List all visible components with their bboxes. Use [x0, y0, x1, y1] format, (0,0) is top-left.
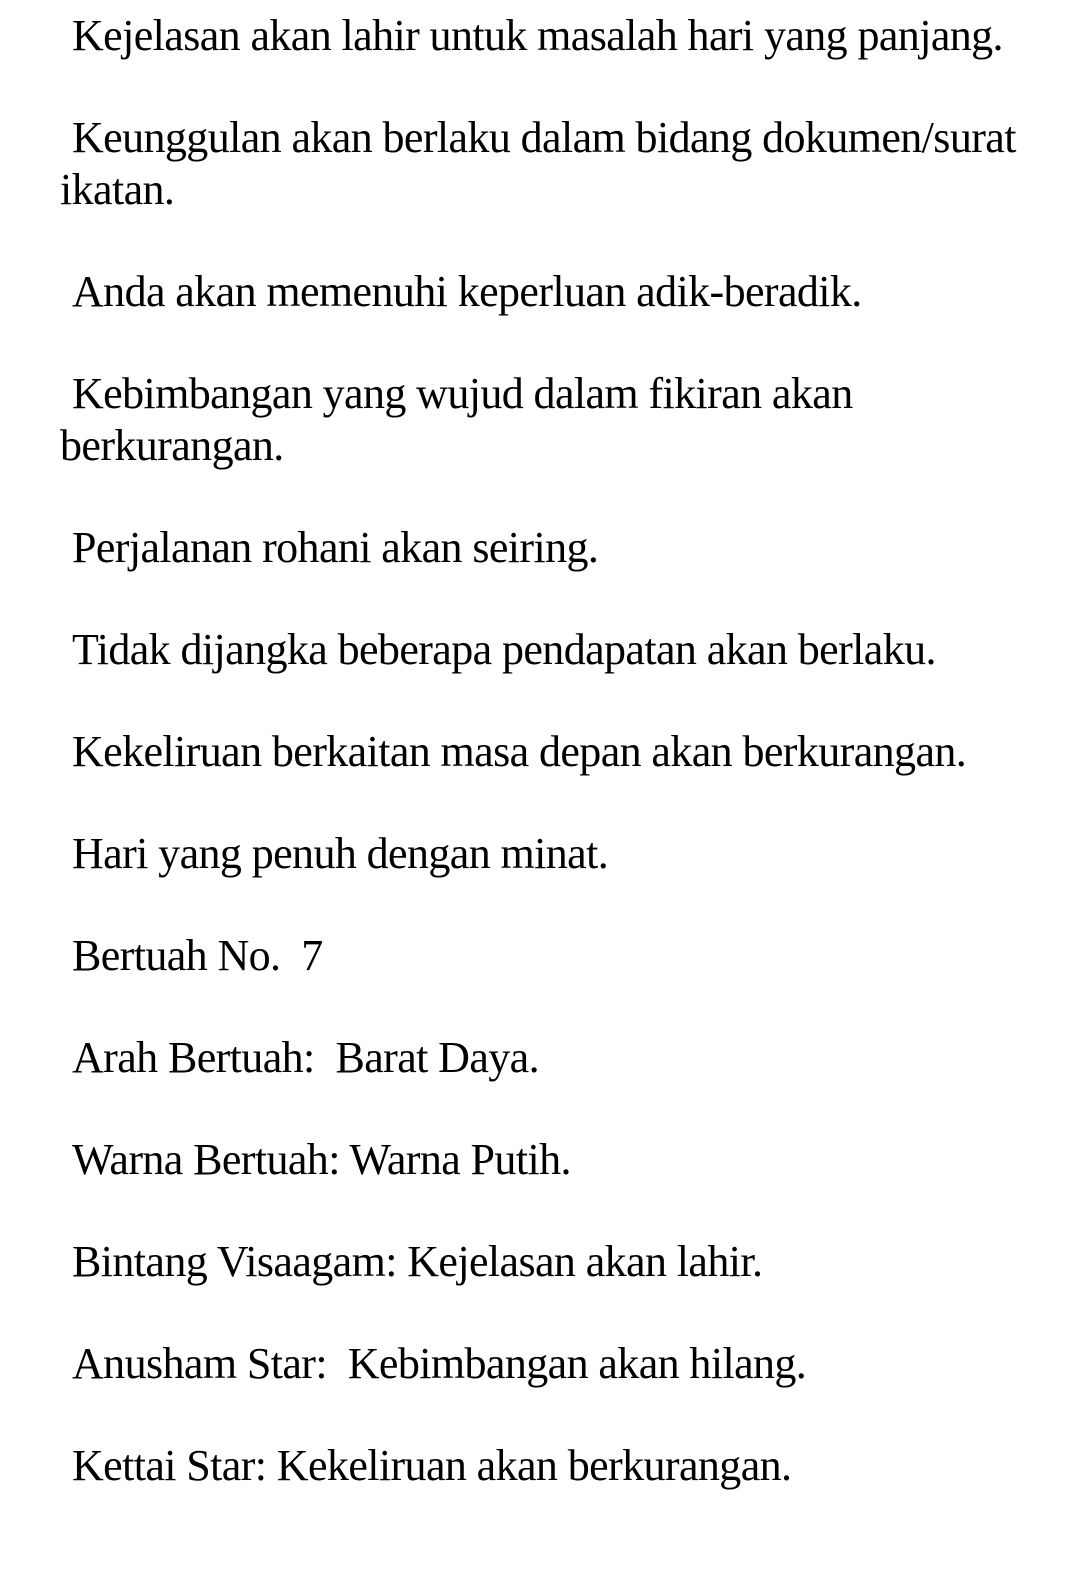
paragraph-clarity: Kejelasan akan lahir untuk masalah hari yang panjang.	[72, 11, 1003, 60]
paragraph-future-confusion: Kekeliruan berkaitan masa depan akan berkurangan.	[72, 727, 967, 776]
star-anusham: Anusham Star: Kebimbangan akan hilang.	[72, 1339, 807, 1388]
paragraph-siblings: Anda akan memenuhi keperluan adik-beradik.	[72, 267, 862, 316]
star-visaagam: Bintang Visaagam: Kejelasan akan lahir.	[72, 1237, 763, 1286]
lucky-direction: Arah Bertuah: Barat Daya.	[72, 1033, 539, 1082]
paragraph-documents: Keunggulan akan berlaku dalam bidang dokumen/surat ikatan.	[60, 113, 1016, 214]
lucky-color: Warna Bertuah: Warna Putih.	[72, 1135, 571, 1184]
paragraph-doubts: Kebimbangan yang wujud dalam fikiran akan berkurangan.	[60, 369, 853, 470]
lucky-number: Bertuah No. 7	[72, 931, 323, 980]
paragraph-interest: Hari yang penuh dengan minat.	[72, 829, 609, 878]
paragraph-spiritual-journey: Perjalanan rohani akan seiring.	[72, 523, 599, 572]
paragraph-income: Tidak dijangka beberapa pendapatan akan berlaku.	[72, 625, 936, 674]
star-kettai: Kettai Star: Kekeliruan akan berkurangan.	[72, 1441, 792, 1490]
document-body	[60, 10, 1060, 1492]
